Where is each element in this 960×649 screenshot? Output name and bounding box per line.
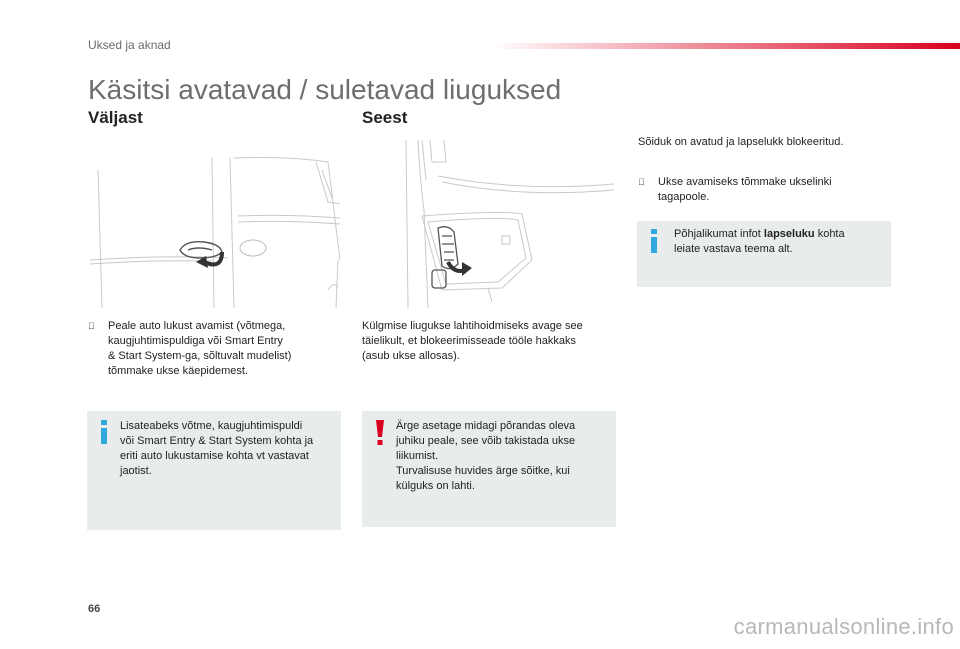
section-header: Uksed ja aknad bbox=[88, 38, 171, 52]
right-info-box bbox=[637, 221, 891, 287]
inside-warning-box: Ärge asetage midagi põrandas oleva juhiku peale, see võib takistada ukse liikumist. Turvalisuse huvides ärge sõitke, kui külguks on lahti. bbox=[362, 411, 616, 527]
right-intro: Sõiduk on avatud ja lapselukk blokeeritud. bbox=[638, 136, 844, 148]
square-bullet-icon bbox=[638, 175, 658, 205]
outside-instructions: Peale auto lukust avamist (võtmega, kaugjuhtimispuldiga või Smart Entry & Start System-ga, sõltuvalt mudelist) tõmmake ukse käepidemest. bbox=[88, 319, 291, 379]
info-icon bbox=[649, 229, 659, 253]
inside-instructions: Külgmise liugukse lahtihoidmiseks avage see täielikult, et blokeerimisseade tööle hakkaks (asub ukse allosas). bbox=[362, 320, 583, 362]
outside-info-box: Lisateabeks võtme, kaugjuhtimispuldi või Smart Entry & Start System kohta ja eriti auto lukustamise kohta vt vastavat jaotist. bbox=[87, 411, 341, 530]
right-info-line-2: leiate vastava teema alt. bbox=[674, 243, 793, 255]
right-instructions: Ukse avamiseks tõmmake ukselinki tagapoole. bbox=[638, 175, 832, 205]
heading-inside: Seest bbox=[362, 108, 408, 127]
info-icon bbox=[99, 420, 109, 444]
warning-icon bbox=[375, 420, 385, 446]
right-info-line-1: Põhjalikumat infot lapseluku kohta bbox=[674, 228, 845, 240]
square-bullet-icon bbox=[88, 319, 108, 379]
heading-outside: Väljast bbox=[88, 108, 143, 127]
inside-lock-mechanism-illustration bbox=[362, 140, 616, 308]
page-number: 66 bbox=[88, 603, 101, 615]
header-accent-bar bbox=[490, 43, 960, 49]
outside-door-handle-illustration bbox=[88, 140, 342, 308]
watermark: carmanualsonline.info bbox=[733, 614, 954, 639]
page-title: Käsitsi avatavad / suletavad liuguksed bbox=[88, 74, 562, 105]
